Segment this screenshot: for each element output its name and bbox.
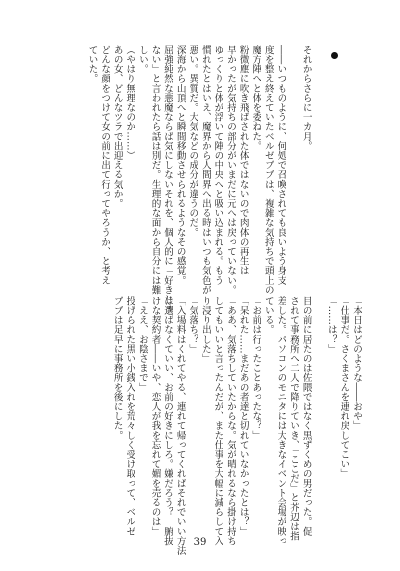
text-column: 深海から山頂へと瞬間移動させられるようなその感覚。: [174, 45, 186, 285]
text-column: してもいいと言ったんだが、また仕事を大幅に減らして入: [212, 296, 224, 546]
text-column: 「呆れた……まだあの者達と切れていなかったとは？」: [237, 296, 249, 536]
upper-text-block: [85, 45, 362, 314]
text-column: 魔方陣へと体を委ねた。: [250, 45, 262, 151]
text-column: 度を整え終えていたベルゼブブは、複雑な気持ちで頭上の: [262, 45, 274, 295]
text-column: されて事務所へ二人で降りていき、「ここだ」と芥辺は指: [288, 296, 300, 541]
page-number: 39: [193, 537, 207, 548]
text-column: ない」と言われたら話は別だ。生理的な面から自分には難: [149, 45, 161, 295]
text-column: ――いつものように、何処で召喚されても良いよう身支: [275, 45, 287, 285]
text-column: 投げられた黒い小銭入れを荒々しく受け取って、ベルゼ: [124, 296, 136, 536]
text-column: ゆっくりと体が浮いて陣の中央へと吸い込まれる。もう: [212, 45, 224, 285]
text-column: それからさらに一カ月。: [300, 45, 312, 151]
text-column: 早かったが気持ちの部分がいまだに元へは戻っていない。: [225, 45, 237, 295]
text-column: 差した。パソコンのモニタには大きなイベント会場が映っ: [275, 296, 287, 546]
text-column: 目の前に居たのは佐隈ではなく黒ずくめの男だった。促: [300, 296, 312, 536]
text-column: （やはり無理なのか……）: [124, 45, 136, 161]
text-column: けな契約者――いや、恋人が我を忘れて媚を売るのは」: [149, 296, 161, 536]
text-column: 悪い。異質だ。大気などの成分が違うのだ。: [187, 45, 199, 237]
text-column: 「お前は行ったことあったな？」: [250, 296, 262, 440]
text-column: 「……は？」: [325, 296, 337, 354]
text-column: どんな顔をつけて女の前に出て行ってやろうか、と考え: [99, 45, 111, 285]
text-column: ていた。: [86, 45, 98, 84]
text-column: ブブは足早に事務所を後にした。: [111, 296, 123, 440]
text-column: 屈強純然な悪魔ならば気にしないそれを、個人的に「好きじゃ: [162, 45, 174, 314]
text-column: 「入場料はくれてやる、連れて帰ってくればそれでいい方法: [174, 296, 186, 556]
text-column: あの女、どんなツラで出迎える気か。: [111, 45, 123, 209]
text-column: ている。: [262, 296, 274, 335]
text-column: 「ええ、お陰さまで」: [136, 296, 148, 392]
text-column: 「本日はどのような――おや」: [351, 296, 362, 431]
text-column: しい。: [136, 45, 148, 74]
text-column: 粉微塵に吹き飛ばされた体ではないので肉体の再生は: [237, 45, 249, 276]
text-column: 慣れたとはいえ、魔界から人間界へ出る時はいつも気色が: [199, 45, 211, 295]
text-column: は選ばなくていい、お前の好きにしろ。嫌だろう？ 腑抜: [162, 296, 174, 546]
text-column: り浸り出した」: [199, 296, 211, 364]
lower-text-block: [110, 296, 362, 555]
text-column: 「仕事だ。さくまさんを連れ戻してこい」: [338, 296, 350, 479]
text-column: 「気落ち？」: [187, 296, 199, 354]
text-column: 「ああ、気落ちしていたからな。気が晴れるなら掛け持ち: [225, 296, 237, 546]
